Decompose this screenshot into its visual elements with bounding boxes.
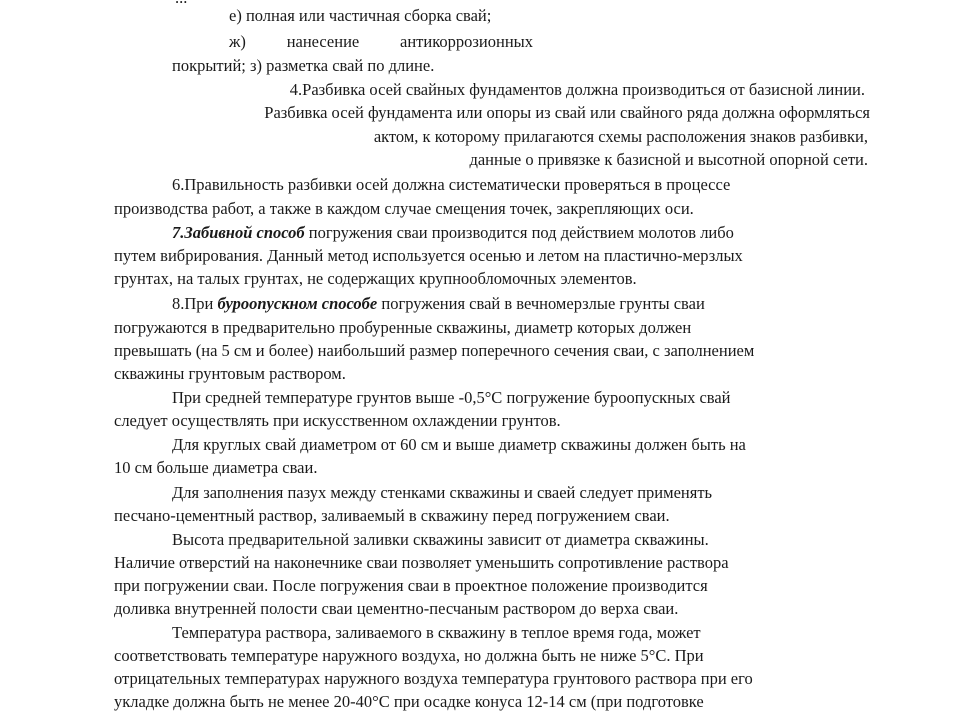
p7-line3: грунтах, на талых грунтах, не содержащих крупнообломочных элементов. bbox=[114, 269, 637, 288]
p8-line1 bbox=[172, 292, 705, 315]
cut-off-line bbox=[175, 0, 187, 9]
p4-line2: Разбивка осей фундамента или опоры из свай или свайного ряда должна оформляться bbox=[264, 103, 870, 122]
p10-line1: Для круглых свай диаметром от 60 см и выше диаметр скважины должен быть на bbox=[172, 435, 746, 454]
p8-line2: погружаются в предварительно пробуренные скважины, диаметр которых должен bbox=[114, 318, 692, 337]
cut-off-text bbox=[175, 0, 187, 7]
p10-line2: 10 см больше диаметра сваи. bbox=[114, 458, 318, 477]
p13-line2: соответствовать температуре наружного воздуха, но должна быть не ниже 5°С. При bbox=[114, 646, 704, 665]
list-item-zh-word1: нанесение bbox=[286, 32, 360, 51]
p6-line1: 6.Правильность разбивки осей должна систематически проверяться в процессе bbox=[172, 175, 731, 194]
p12-line4: доливка внутренней полости сваи цементно-песчаным раствором до верха сваи. bbox=[114, 599, 679, 618]
list-item-zh bbox=[229, 30, 533, 53]
p7-line2: путем вибрирования. Данный метод используется осенью и летом на пластично-мерзлых bbox=[114, 246, 743, 265]
p13-line4: укладке должна быть не менее 20-40°С при осадке конуса 12-14 см (при подготовке bbox=[114, 692, 704, 711]
p4-line4: данные о привязке к базисной и высотной опорной сети. bbox=[469, 150, 868, 169]
p12-line1: Высота предварительной заливки скважины зависит от диаметра скважины. bbox=[172, 530, 709, 549]
list-item-zh-word2: антикоррозионных bbox=[400, 32, 533, 51]
p8-prefix: 8.При bbox=[172, 294, 218, 313]
p9-line2: следует осуществлять при искусственном охлаждении грунтов. bbox=[114, 411, 561, 430]
list-item-zh-label: ж) bbox=[229, 32, 246, 51]
p13-line1: Температура раствора, заливаемого в скважину в теплое время года, может bbox=[172, 623, 701, 642]
p11-line2: песчано-цементный раствор, заливаемый в скважину перед погружением сваи. bbox=[114, 506, 670, 525]
p9-line1: При средней температуре грунтов выше -0,5°С погружение буроопускных свай bbox=[172, 388, 731, 407]
p8-line3: превышать (на 5 см и более) наибольший размер поперечного сечения сваи, с заполнением bbox=[114, 341, 755, 360]
p8-line1-rest: погружения свай в вечномерзлые грунты сваи bbox=[377, 294, 705, 313]
p6-line2: производства работ, а также в каждом случае смещения точек, закрепляющих оси. bbox=[114, 199, 694, 218]
p13-line3: отрицательных температурах наружного воздуха температура грунтового раствора при его bbox=[114, 669, 753, 688]
p7-term: 7.Забивной способ bbox=[172, 223, 305, 242]
list-item-e: е) полная или частичная сборка свай; bbox=[229, 6, 492, 25]
p12-line3: при погружении сваи. После погружения сваи в проектное положение производится bbox=[114, 576, 708, 595]
p11-line1: Для заполнения пазух между стенками скважины и сваей следует применять bbox=[172, 483, 713, 502]
p7-line1 bbox=[172, 221, 734, 244]
list-item-zh-continuation: покрытий; з) разметка свай по длине. bbox=[172, 56, 435, 75]
p12-line2: Наличие отверстий на наконечнике сваи позволяет уменьшить сопротивление раствора bbox=[114, 553, 729, 572]
p4-line3: актом, к которому прилагаются схемы расположения знаков разбивки, bbox=[373, 127, 868, 146]
p8-line4: скважины грунтовым раствором. bbox=[114, 364, 346, 383]
p8-term: буроопускном способе bbox=[217, 294, 378, 313]
p7-line1-rest: погружения сваи производится под действием молотов либо bbox=[304, 223, 734, 242]
p4-line1: 4.Разбивка осей свайных фундаментов должна производиться от базисной линии. bbox=[289, 80, 865, 99]
